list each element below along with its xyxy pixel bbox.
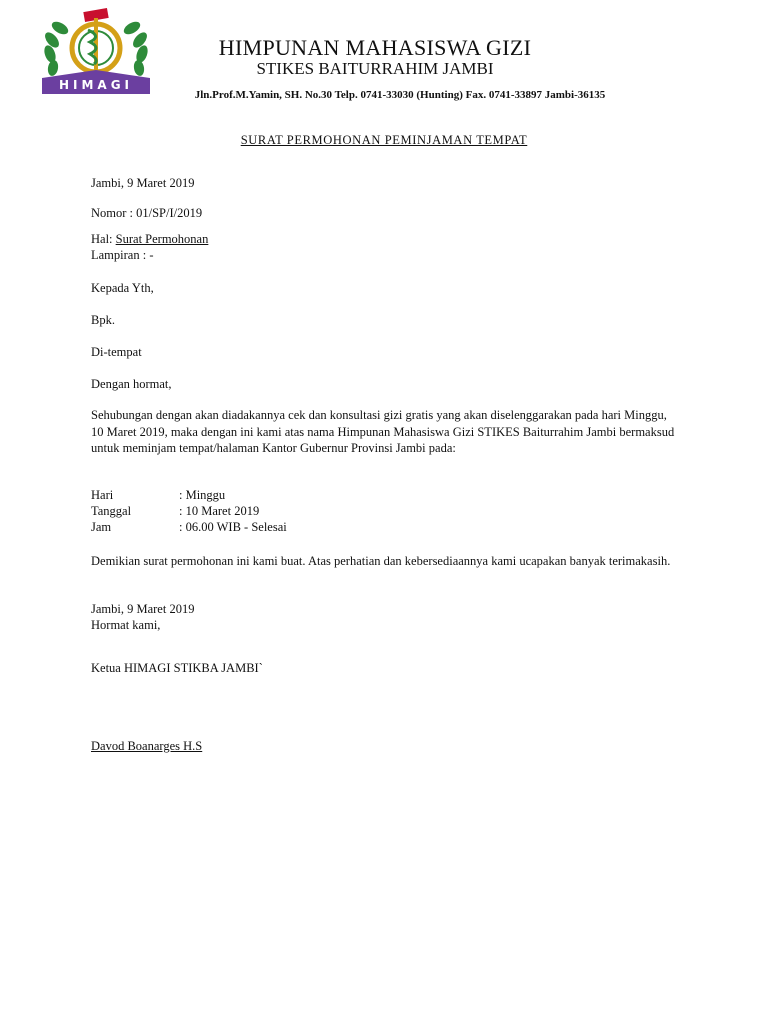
closing-regards: Hormat kami, <box>91 618 161 632</box>
detail-value-time: : 06.00 WIB - Selesai <box>179 520 287 534</box>
letter-date: Jambi, 9 Maret 2019 <box>91 176 195 190</box>
recipient-name: Bpk. <box>91 313 115 327</box>
organization-name: HIMPUNAN MAHASISWA GIZI <box>218 35 532 60</box>
recipient-greeting: Kepada Yth, <box>91 281 154 295</box>
recipient-place: Di-tempat <box>91 345 142 359</box>
himagi-logo <box>40 8 152 96</box>
letter-title: SURAT PERMOHONAN PEMINJAMAN TEMPAT <box>240 133 528 147</box>
organization-address: Jln.Prof.M.Yamin, SH. No.30 Telp. 0741-33030 (Hunting) Fax. 0741-33897 Jambi-36135 <box>194 89 606 101</box>
closing-date: Jambi, 9 Maret 2019 <box>91 602 195 616</box>
salutation: Dengan hormat, <box>91 377 172 391</box>
subject-value: Surat Permohonan <box>115 232 209 246</box>
signatory-title: Ketua HIMAGI STIKBA JAMBI` <box>91 661 263 675</box>
svg-text:HIMAGI: HIMAGI <box>58 78 134 92</box>
letter-attachment: Lampiran : - <box>91 248 154 262</box>
signatory-name: Davod Boanarges H.S <box>91 739 203 753</box>
detail-label-time: Jam <box>91 520 112 534</box>
closing-paragraph: Demikian surat permohonan ini kami buat. Atas perhatian dan kebersediaannya kami ucapakan banyak terimakasih. <box>91 554 671 568</box>
detail-value-date: : 10 Maret 2019 <box>179 504 260 518</box>
body-paragraph: Sehubungan dengan akan diadakannya cek dan konsultasi gizi gratis yang akan diselenggarakan pada hari Minggu, 10 Maret 2019, maka dengan ini kami atas nama Himpunan Mahasiswa Gizi STIKES Baiturrahim Jambi bermaksud untuk meminjam tempat/halaman Kantor Gubernur Provinsi Jambi pada: <box>91 408 675 455</box>
laurel-right-icon <box>122 19 150 77</box>
detail-label-date: Tanggal <box>91 504 132 518</box>
detail-label-day: Hari <box>91 488 114 502</box>
letter-subject <box>91 231 208 247</box>
laurel-left-icon <box>42 19 70 77</box>
detail-value-day: : Minggu <box>179 488 226 502</box>
subject-label: Hal: <box>91 232 116 246</box>
letter-number: Nomor : 01/SP/I/2019 <box>91 206 203 220</box>
institution-name: STIKES BAITURRAHIM JAMBI <box>256 59 494 78</box>
